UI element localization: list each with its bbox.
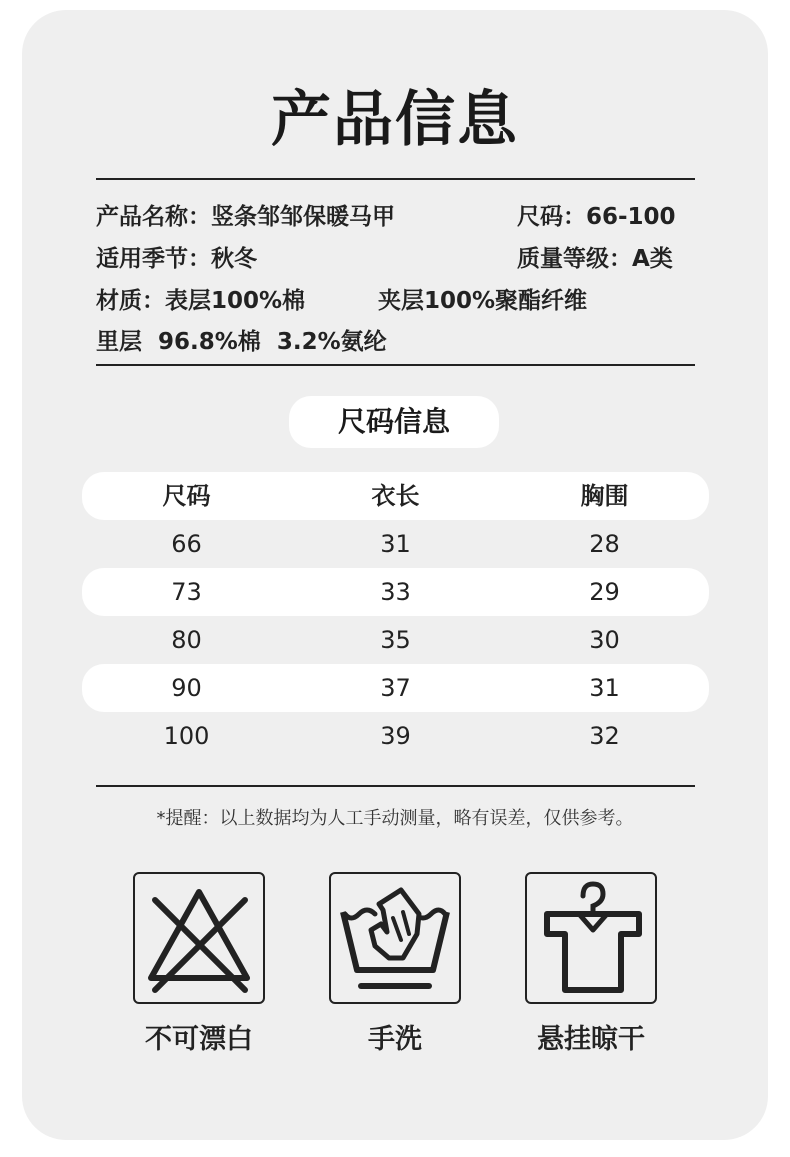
cell-chest: 31	[589, 674, 620, 702]
product-name: 产品名称：竖条邹邹保暖马甲	[96, 204, 395, 230]
header-size: 尺码	[162, 482, 211, 510]
cell-chest: 32	[589, 722, 620, 750]
care-label: 不可漂白	[145, 1024, 253, 1055]
cell-length: 39	[380, 722, 411, 750]
no-bleach-icon	[133, 872, 265, 1004]
cell-chest: 28	[589, 530, 620, 558]
size-range: 尺码：66-100	[517, 204, 676, 230]
size-table	[82, 472, 709, 760]
cell-length: 31	[380, 530, 411, 558]
header-length: 衣长	[371, 482, 420, 510]
material-middle: 夹层100%聚酯纤维	[378, 288, 588, 314]
quality-grade: 质量等级：A类	[517, 246, 673, 272]
care-label: 手洗	[368, 1024, 422, 1055]
table-row	[82, 616, 709, 664]
care-hang-dry	[525, 872, 657, 1056]
size-section-title: 尺码信息	[289, 396, 499, 448]
header-chest: 胸围	[580, 482, 629, 510]
season: 适用季节：秋冬	[96, 246, 257, 272]
divider-middle	[96, 364, 695, 366]
table-header-row	[82, 472, 709, 520]
divider-bottom	[96, 785, 695, 787]
cell-length: 35	[380, 626, 411, 654]
divider-top	[96, 178, 695, 180]
table-row	[82, 712, 709, 760]
page-title: 产品信息	[271, 85, 519, 155]
material-outer: 材质：表层100%棉	[96, 288, 306, 314]
table-row	[82, 568, 709, 616]
cell-length: 37	[380, 674, 411, 702]
table-row	[82, 664, 709, 712]
cell-size: 73	[171, 578, 202, 606]
table-row	[82, 520, 709, 568]
cell-size: 90	[171, 674, 202, 702]
cell-size: 80	[171, 626, 202, 654]
care-label: 悬挂晾干	[537, 1024, 645, 1055]
care-hand-wash	[329, 872, 461, 1056]
measurement-note: *提醒：以上数据均为人工手动测量，略有误差，仅供参考。	[156, 808, 634, 829]
cell-length: 33	[380, 578, 411, 606]
hand-wash-icon	[329, 872, 461, 1004]
cell-chest: 30	[589, 626, 620, 654]
cell-size: 100	[163, 722, 210, 750]
material-inner: 里层 96.8%棉 3.2%氨纶	[96, 329, 387, 355]
cell-size: 66	[171, 530, 202, 558]
hang-dry-icon	[525, 872, 657, 1004]
cell-chest: 29	[589, 578, 620, 606]
care-no-bleach	[133, 872, 265, 1056]
